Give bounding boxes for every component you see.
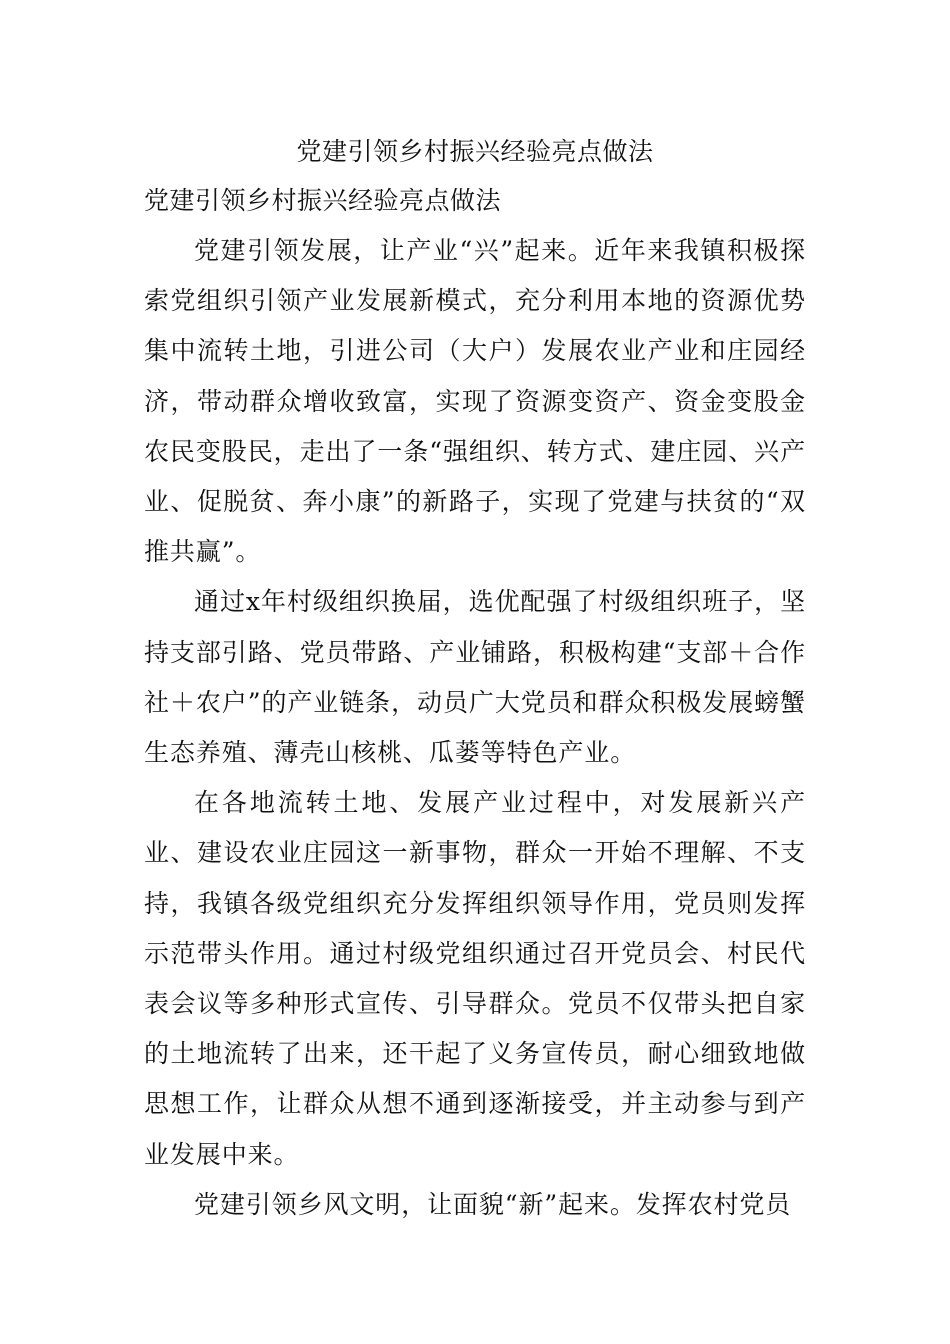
document-title: 党建引领乡村振兴经验亮点做法: [296, 137, 654, 166]
paragraph-land-transfer: 在各地流转土地、发展产业过程中，对发展新兴产业、建设农业庄园这一新事物，群众一开始不理解、不支持，我镇各级党组织充分发挥组织领导作用，党员则发挥示范带头作用。通过村级党组织通过召开党员会、村民代表会议等多种形式宣传、引导群众。党员不仅带头把自家的土地流转了出来，还干起了义务宣传员，耐心细致地做思想工作，让群众从想不通到逐渐接受，并主动参与到产业发展中来。: [144, 788, 806, 1169]
paragraph-industry: 党建引领发展，让产业“兴”起来。近年来我镇积极探索党组织引领产业发展新模式，充分利用本地的资源优势集中流转土地，引进公司（大户）发展农业产业和庄园经济，带动群众增收致富，实现了资源变资产、资金变股金农民变股民，走出了一条“强组织、转方式、建庄园、兴产业、促脱贫、奔小康”的新路子，实现了党建与扶贫的“双推共赢”。: [144, 236, 806, 567]
paragraph-village-organization: 通过x年村级组织换届，选优配强了村级组织班子，坚持支部引路、党员带路、产业铺路，积极构建“支部＋合作社＋农户”的产业链条，动员广大党员和群众积极发展螃蟹生态养殖、薄壳山核桃、瓜蒌等特色产业。: [144, 587, 806, 768]
document-subtitle: 党建引领乡村振兴经验亮点做法: [144, 186, 502, 215]
document-body: [144, 226, 806, 1230]
paragraph-rural-civilization: 党建引领乡风文明，让面貌“新”起来。发挥农村党员: [194, 1189, 792, 1219]
